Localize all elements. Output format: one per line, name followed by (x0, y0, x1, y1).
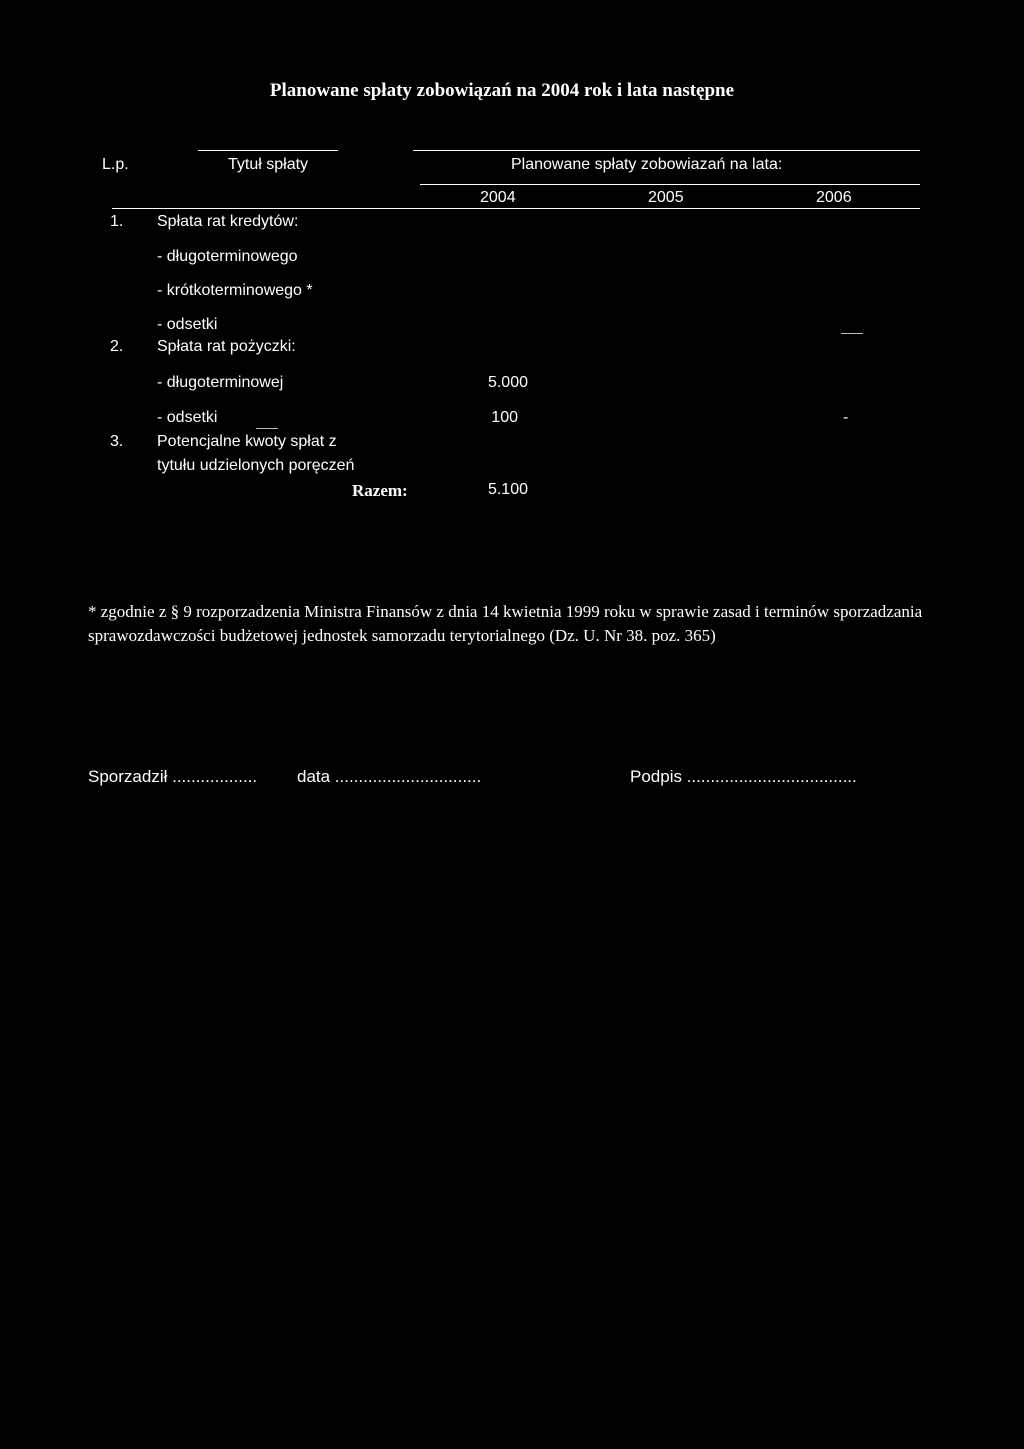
footnote: * zgodnie z § 9 rozporzadzenia Ministra Finansów z dnia 14 kwietnia 1999 roku w sprawie zasad i terminów sporzadzania sprawozdawczości budżetowej jednostek samorzadu terytorialnego (Dz. U. Nr 38. poz. 365) (88, 602, 923, 645)
header-line-years (420, 184, 920, 185)
row-1-lp: 1. (110, 213, 124, 230)
prepared-by: Sporzadził .................. (88, 767, 258, 786)
year-2004-header: 2004 (480, 189, 516, 206)
header-line-planned (413, 150, 920, 151)
signature-field: Podpis .................................... (630, 767, 857, 786)
total-2004: 5.100 (487, 481, 528, 498)
row-3-label-cont: tytułu udzielonych poręczeń (157, 457, 355, 474)
row-2a-label: - długoterminowej (157, 374, 284, 391)
header-line-bottom (112, 208, 920, 209)
row-3-label: Potencjalne kwoty spłat z (157, 433, 337, 450)
dash-mark-row2b (256, 428, 278, 429)
row-2b-2006: - (843, 409, 849, 426)
year-2005-header: 2005 (648, 189, 684, 206)
row-1-label: Spłata rat kredytów: (157, 213, 299, 230)
total-label: Razem: (352, 481, 408, 500)
row-2-lp: 2. (110, 338, 124, 355)
year-2006-header: 2006 (816, 189, 852, 206)
col-lp-header: L.p. (102, 156, 129, 173)
row-2b-label: - odsetki (157, 409, 218, 426)
row-2b-2004: 100 (491, 409, 518, 426)
row-1a-label: - długoterminowego (157, 248, 298, 265)
row-3-lp: 3. (110, 433, 124, 450)
row-2a-2004: 5.000 (487, 374, 528, 391)
date-field: data ............................... (297, 767, 482, 786)
col-tytul-header: Tytuł spłaty (228, 156, 309, 173)
col-planned-header: Planowane spłaty zobowiazań na lata: (511, 156, 783, 173)
page-title: Planowane spłaty zobowiązań na 2004 rok i lata następne (269, 80, 735, 101)
row-2-label: Spłata rat pożyczki: (157, 338, 296, 355)
row-1c-label: - odsetki (157, 316, 218, 333)
row-1b-label: - krótkoterminowego * (157, 282, 313, 299)
dash-mark-row2 (841, 333, 863, 334)
header-line-tytul (198, 150, 338, 151)
